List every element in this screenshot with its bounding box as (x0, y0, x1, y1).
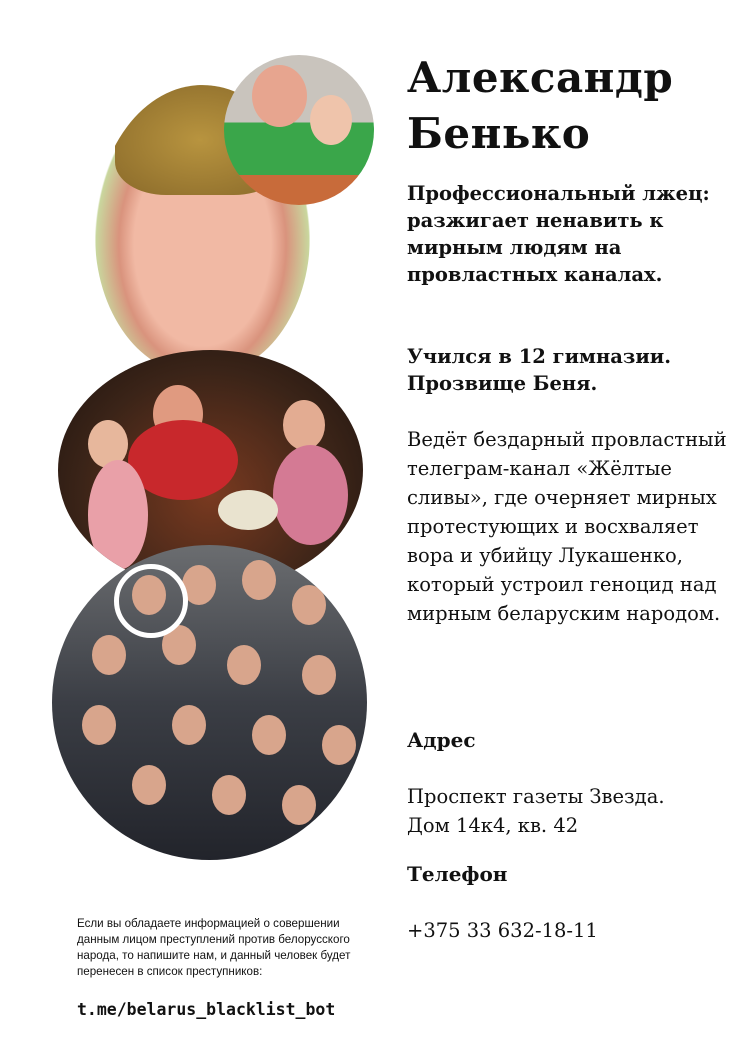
footer-note: Если вы обладаете информацией о совершении данным лицом преступлений против белорусского народа, то напишите нам, и данный человек будет перенесен в список преступников: (77, 917, 351, 978)
phone-label: Телефон (407, 862, 508, 886)
address-line1: Проспект газеты Звезда. (407, 785, 665, 808)
name-line2: Бенько (407, 109, 591, 158)
lead-text: Профессиональный лжец: разжигает ненавить к мирным людям на провластных каналах. (407, 182, 710, 286)
name-line1: Александр (407, 53, 674, 102)
address-label: Адрес (407, 728, 476, 752)
bot-link[interactable]: t.me/belarus_blacklist_bot (77, 1000, 336, 1019)
family-photo-small (224, 55, 374, 205)
description: Ведёт бездарный провластный телеграм-канал «Жёлтые сливы», где очерняет мирных протестующих и восхваляет вора и убийцу Лукашенко, который устроил геноцид над мирным беларуским народом. (407, 428, 727, 625)
parliament-crowd-photo (52, 545, 367, 860)
nickname-line: Прозвище Беня. (407, 372, 598, 395)
person-name (407, 50, 673, 162)
phone-value: +375 33 632-18-11 (407, 919, 598, 942)
highlight-ring (114, 564, 188, 638)
address-value (407, 782, 737, 840)
school-line: Учился в 12 гимназии. (407, 345, 672, 368)
address-line2: Дом 14к4, кв. 42 (407, 814, 579, 837)
school-info (407, 343, 671, 397)
